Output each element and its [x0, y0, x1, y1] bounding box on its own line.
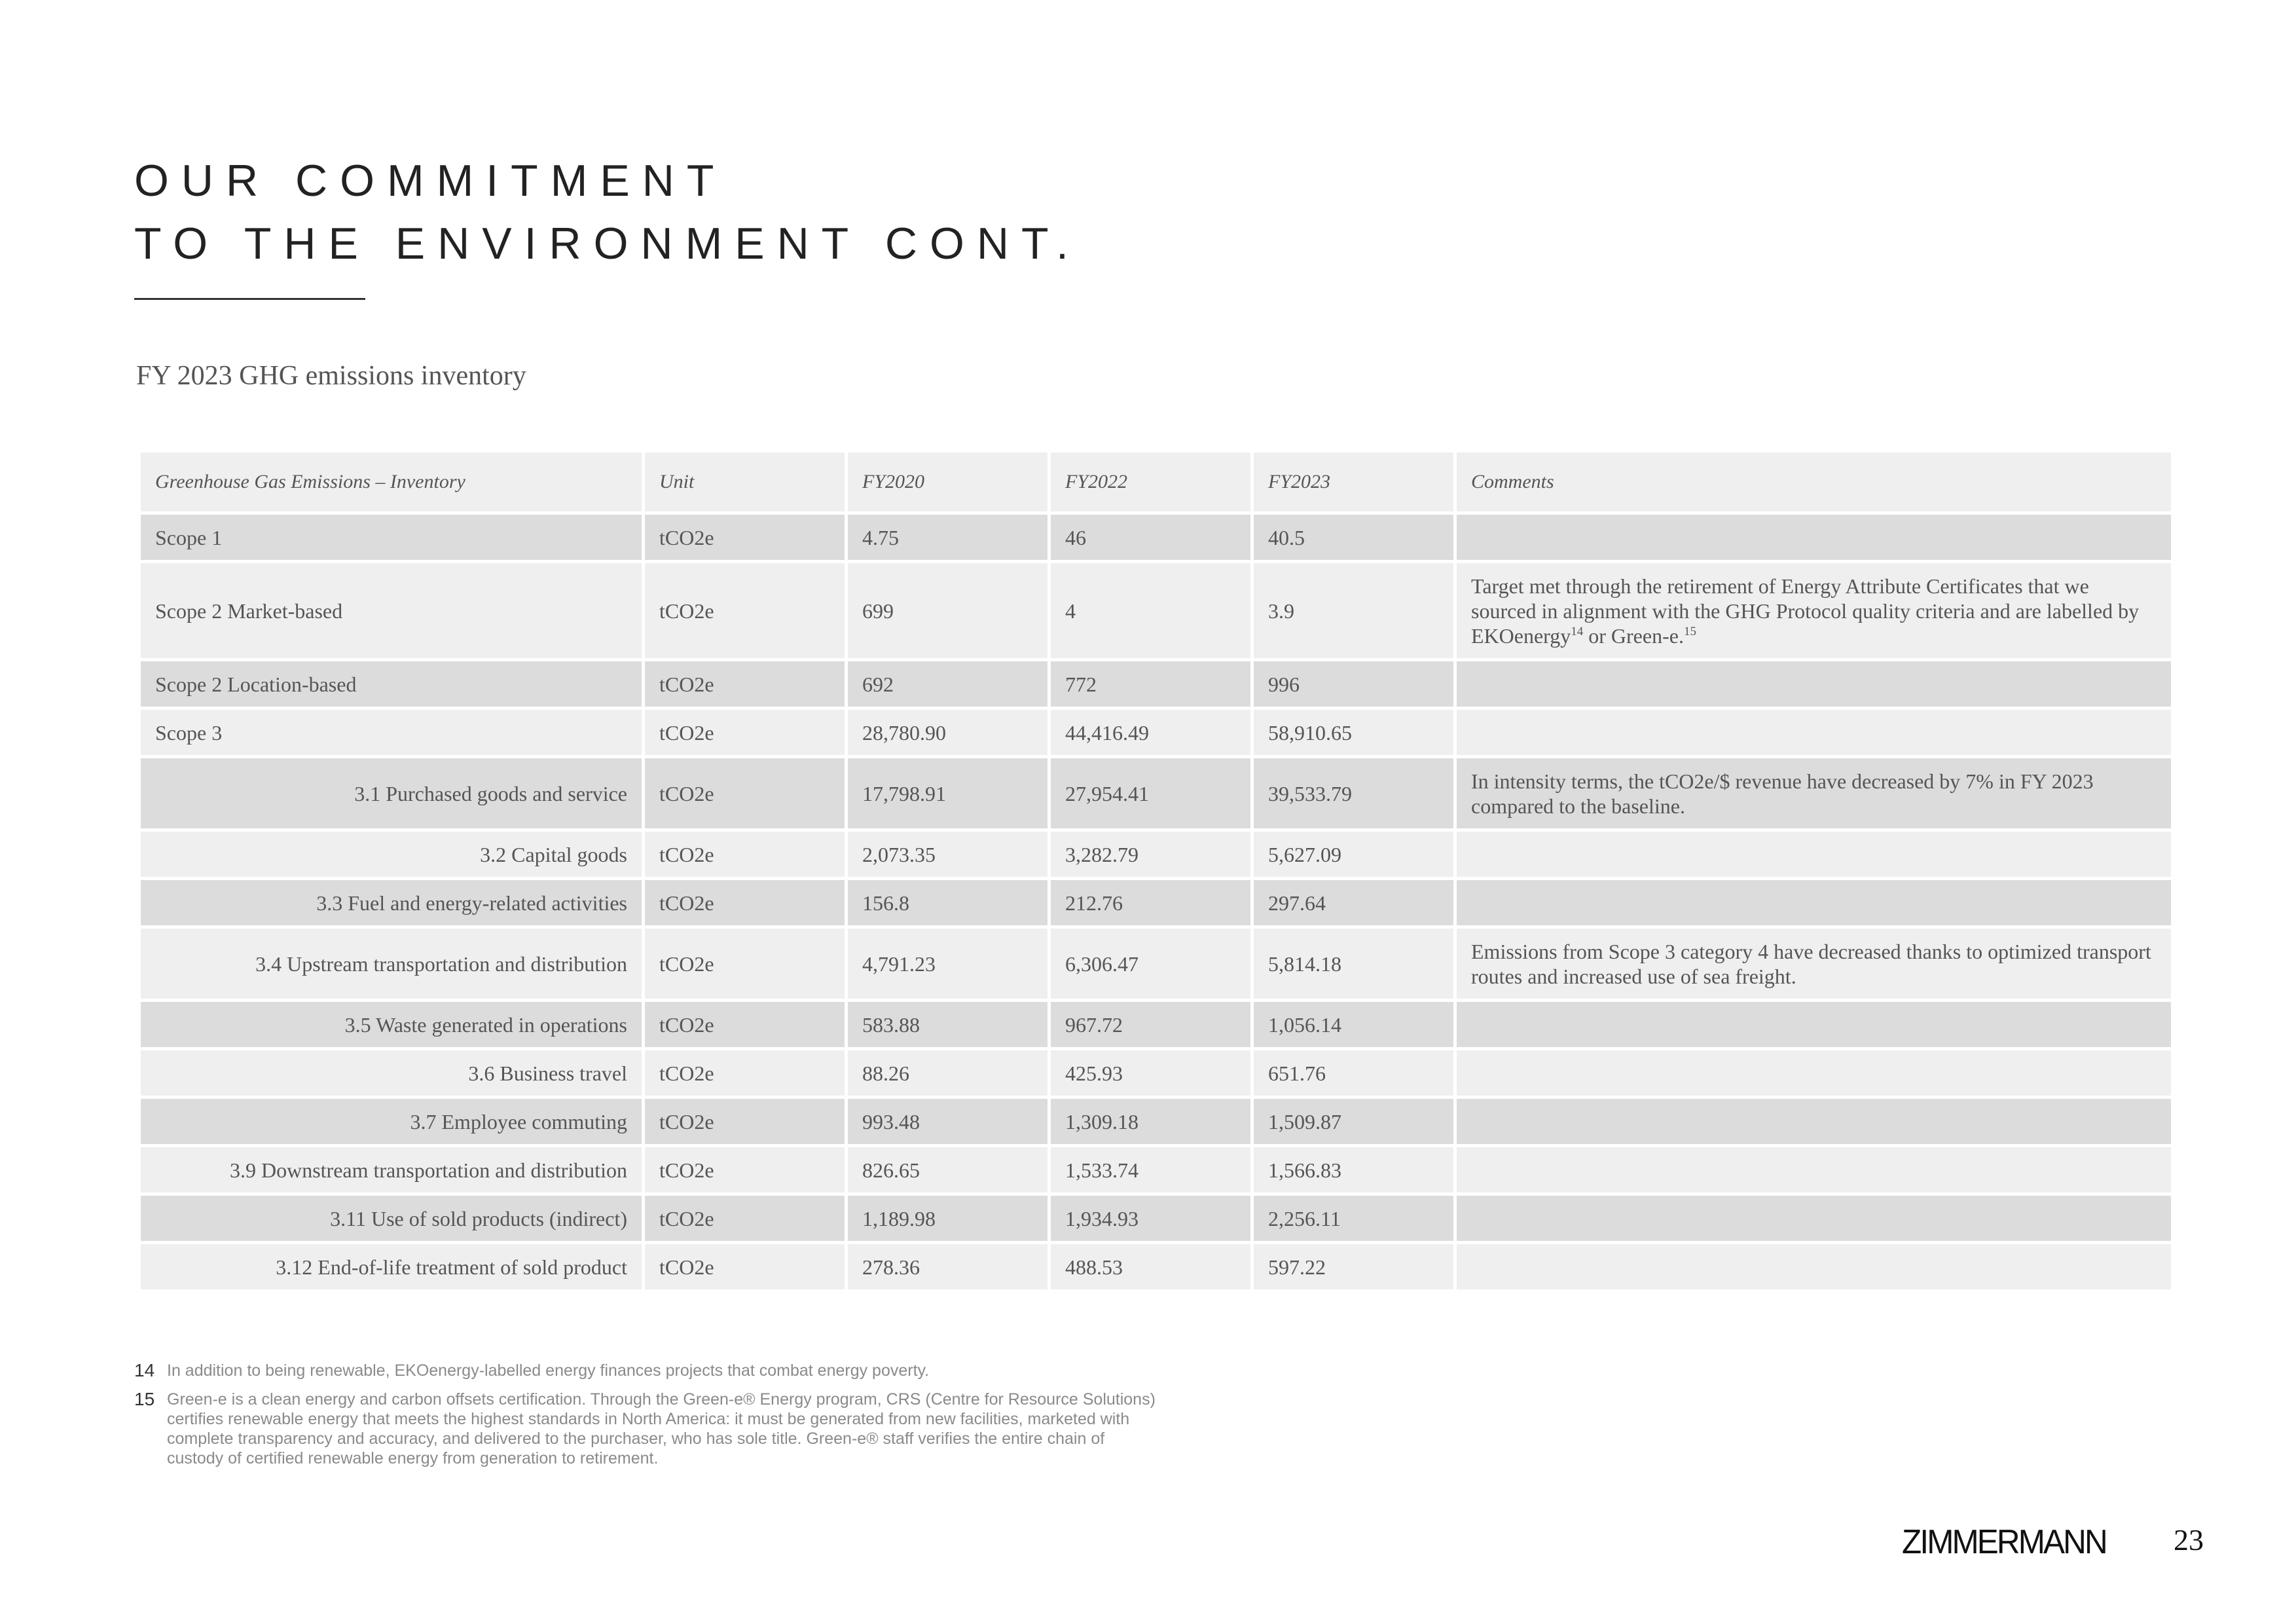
row-label: Scope 2 Location-based	[139, 660, 644, 709]
row-unit: tCO2e	[644, 879, 847, 927]
row-unit: tCO2e	[644, 1001, 847, 1049]
row-fy2023: 1,509.87	[1252, 1098, 1455, 1146]
row-fy2023: 5,814.18	[1252, 927, 1455, 1001]
footnotes	[134, 1361, 1156, 1477]
footnote-text: Green-e is a clean energy and carbon offsets certification. Through the Green-e® Energy program, CRS (Centre for Resource Solutions) certifies renewable energy that meets the highest standards in North America: it must be generated from new facilities, marketed with complete transparency and accuracy, and delivered to the purchaser, who has sole title. Green-e® staff verifies the entire chain of custody of certified renewable energy from generation to retirement.	[167, 1390, 1156, 1467]
row-fy2022: 4	[1049, 562, 1252, 660]
row-comment	[1455, 1146, 2173, 1194]
row-fy2023: 3.9	[1252, 562, 1455, 660]
row-fy2022: 488.53	[1049, 1243, 1252, 1291]
comment-text: Target met through the retirement of Energy Attribute Certificates that we sourced in alignment with the GHG Protocol quality criteria and are labelled by EKOenergy	[1471, 574, 2140, 648]
title-divider	[134, 298, 365, 300]
row-fy2020: 1,189.98	[847, 1194, 1049, 1243]
row-comment: In intensity terms, the tCO2e/$ revenue have decreased by 7% in FY 2023 compared to the baseline.	[1455, 757, 2173, 830]
row-unit: tCO2e	[644, 1049, 847, 1098]
row-label: 3.12 End-of-life treatment of sold product	[139, 1243, 644, 1291]
row-comment	[1455, 830, 2173, 879]
row-fy2023: 39,533.79	[1252, 757, 1455, 830]
row-fy2020: 4,791.23	[847, 927, 1049, 1001]
header-fy2020: FY2020	[847, 451, 1049, 513]
brand-logo: ZIMMERMANN	[1902, 1523, 2106, 1561]
row-fy2022: 772	[1049, 660, 1252, 709]
row-label: 3.2 Capital goods	[139, 830, 644, 879]
table-row	[139, 660, 2173, 709]
row-comment	[1455, 513, 2173, 562]
row-unit: tCO2e	[644, 757, 847, 830]
row-unit: tCO2e	[644, 513, 847, 562]
row-fy2020: 692	[847, 660, 1049, 709]
table-row	[139, 709, 2173, 757]
table-row	[139, 1098, 2173, 1146]
row-label: 3.6 Business travel	[139, 1049, 644, 1098]
row-fy2020: 278.36	[847, 1243, 1049, 1291]
row-fy2020: 156.8	[847, 879, 1049, 927]
row-label: 3.3 Fuel and energy-related activities	[139, 879, 644, 927]
row-fy2020: 17,798.91	[847, 757, 1049, 830]
row-fy2023: 297.64	[1252, 879, 1455, 927]
footnote-14	[134, 1361, 1156, 1380]
row-unit: tCO2e	[644, 709, 847, 757]
row-fy2022: 27,954.41	[1049, 757, 1252, 830]
table-row	[139, 757, 2173, 830]
row-fy2020: 2,073.35	[847, 830, 1049, 879]
row-fy2023: 2,256.11	[1252, 1194, 1455, 1243]
table-row	[139, 1146, 2173, 1194]
row-fy2023: 1,056.14	[1252, 1001, 1455, 1049]
header-comments: Comments	[1455, 451, 2173, 513]
row-fy2022: 1,309.18	[1049, 1098, 1252, 1146]
header-fy2023: FY2023	[1252, 451, 1455, 513]
row-comment	[1455, 1049, 2173, 1098]
table-row	[139, 1194, 2173, 1243]
row-fy2022: 1,934.93	[1049, 1194, 1252, 1243]
table-row	[139, 1001, 2173, 1049]
row-fy2023: 597.22	[1252, 1243, 1455, 1291]
row-fy2023: 1,566.83	[1252, 1146, 1455, 1194]
row-unit: tCO2e	[644, 660, 847, 709]
page-title-line-1: OUR COMMITMENT	[134, 156, 727, 206]
row-fy2022: 967.72	[1049, 1001, 1252, 1049]
row-unit: tCO2e	[644, 927, 847, 1001]
footnote-15	[134, 1390, 1156, 1468]
row-comment: Emissions from Scope 3 category 4 have decreased thanks to optimized transport routes and increased use of sea freight.	[1455, 927, 2173, 1001]
footnote-number: 15	[134, 1389, 155, 1409]
header-inventory: Greenhouse Gas Emissions – Inventory	[139, 451, 644, 513]
row-comment	[1455, 1243, 2173, 1291]
header-unit: Unit	[644, 451, 847, 513]
row-label: 3.5 Waste generated in operations	[139, 1001, 644, 1049]
row-fy2022: 6,306.47	[1049, 927, 1252, 1001]
row-unit: tCO2e	[644, 1243, 847, 1291]
row-label: Scope 1	[139, 513, 644, 562]
row-unit: tCO2e	[644, 830, 847, 879]
row-fy2023: 996	[1252, 660, 1455, 709]
footnote-ref-14: 14	[1571, 624, 1584, 638]
row-label: Scope 3	[139, 709, 644, 757]
page-title-line-2: TO THE ENVIRONMENT CONT.	[134, 219, 1081, 268]
row-comment	[1455, 1001, 2173, 1049]
section-subtitle: FY 2023 GHG emissions inventory	[136, 361, 526, 391]
row-fy2022: 3,282.79	[1049, 830, 1252, 879]
row-fy2020: 88.26	[847, 1049, 1049, 1098]
row-fy2020: 699	[847, 562, 1049, 660]
row-comment	[1455, 879, 2173, 927]
row-fy2023: 651.76	[1252, 1049, 1455, 1098]
ghg-inventory-table	[137, 449, 2174, 1293]
row-unit: tCO2e	[644, 562, 847, 660]
row-fy2023: 40.5	[1252, 513, 1455, 562]
comment-text-cont: or Green-e.	[1583, 623, 1684, 648]
footnote-ref-15: 15	[1683, 624, 1696, 638]
header-fy2022: FY2022	[1049, 451, 1252, 513]
row-comment	[1455, 1098, 2173, 1146]
row-label: 3.9 Downstream transportation and distribution	[139, 1146, 644, 1194]
footnote-number: 14	[134, 1360, 155, 1380]
row-unit: tCO2e	[644, 1098, 847, 1146]
table-row	[139, 927, 2173, 1001]
row-label: 3.1 Purchased goods and service	[139, 757, 644, 830]
row-fy2020: 28,780.90	[847, 709, 1049, 757]
row-label: 3.7 Employee commuting	[139, 1098, 644, 1146]
table-row	[139, 562, 2173, 660]
page-number: 23	[2174, 1523, 2204, 1557]
row-fy2023: 58,910.65	[1252, 709, 1455, 757]
footnote-text: In addition to being renewable, EKOenergy-labelled energy finances projects that combat energy poverty.	[167, 1361, 930, 1380]
row-label: 3.4 Upstream transportation and distribution	[139, 927, 644, 1001]
row-unit: tCO2e	[644, 1146, 847, 1194]
row-fy2022: 46	[1049, 513, 1252, 562]
table-row	[139, 1049, 2173, 1098]
row-label: 3.11 Use of sold products (indirect)	[139, 1194, 644, 1243]
row-fy2020: 583.88	[847, 1001, 1049, 1049]
row-fy2022: 212.76	[1049, 879, 1252, 927]
table-row	[139, 830, 2173, 879]
table-row	[139, 1243, 2173, 1291]
row-unit: tCO2e	[644, 1194, 847, 1243]
row-fy2022: 44,416.49	[1049, 709, 1252, 757]
row-fy2020: 4.75	[847, 513, 1049, 562]
table-header-row	[139, 451, 2173, 513]
row-fy2020: 826.65	[847, 1146, 1049, 1194]
row-fy2023: 5,627.09	[1252, 830, 1455, 879]
row-comment	[1455, 1194, 2173, 1243]
row-label: Scope 2 Market-based	[139, 562, 644, 660]
row-comment	[1455, 709, 2173, 757]
table-row	[139, 513, 2173, 562]
row-fy2022: 425.93	[1049, 1049, 1252, 1098]
row-comment	[1455, 660, 2173, 709]
row-fy2020: 993.48	[847, 1098, 1049, 1146]
table-row	[139, 879, 2173, 927]
row-comment	[1455, 562, 2173, 660]
row-fy2022: 1,533.74	[1049, 1146, 1252, 1194]
page-title	[134, 149, 1081, 275]
